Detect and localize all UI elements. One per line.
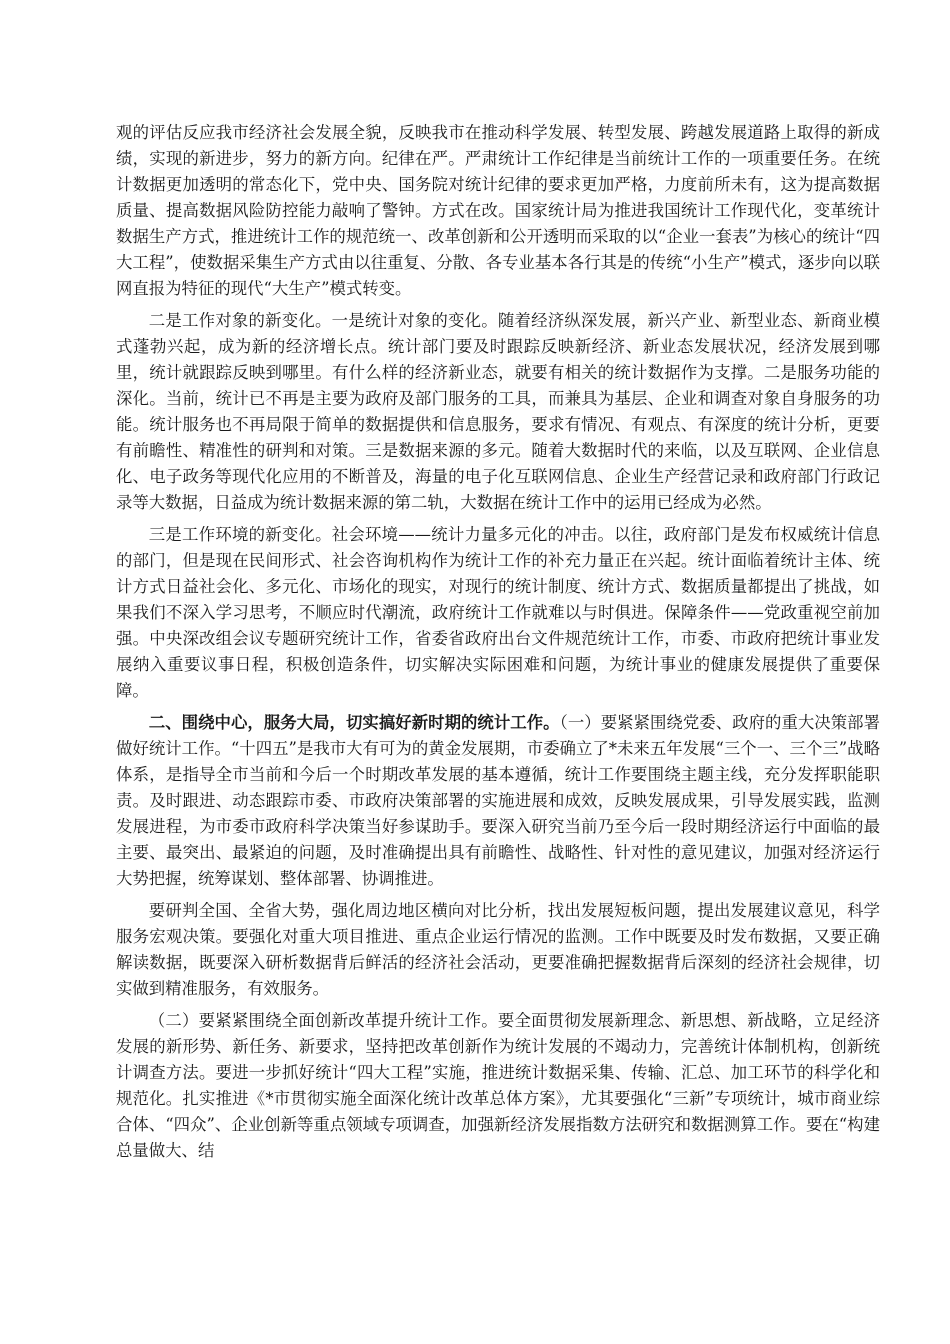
paragraph-4: [116, 710, 880, 892]
paragraph-3: 三是工作环境的新变化。社会环境——统计力量多元化的冲击。以往，政府部门是发布权威统计信息的部门，但是现在民间形式、社会咨询机构作为统计工作的补充力量正在兴起。统计面临着统计主体、统计方式日益社会化、多元化、市场化的现实，对现行的统计制度、统计方式、数据质量都提出了挑战，如果我们不深入学习思考，不顺应时代潮流，政府统计工作就难以与时俱进。保障条件——党政重视空前加强。中央深改组会议专题研究统计工作，省委省政府出台文件规范统计工作，市委、市政府把统计事业发展纳入重要议事日程，积极创造条件，切实解决实际困难和问题，为统计事业的健康发展提供了重要保障。: [116, 525, 880, 700]
paragraph-1: 观的评估反应我市经济社会发展全貌，反映我市在推动科学发展、转型发展、跨越发展道路上取得的新成绩，实现的新进步，努力的新方向。纪律在严。严肃统计工作纪律是当前统计工作的一项重要任务。在统计数据更加透明的常态化下，党中央、国务院对统计纪律的要求更加严格，力度前所未有，这为提高数据质量、提高数据风险防控能力敲响了警钟。方式在改。国家统计局为推进我国统计工作现代化，变革统计数据生产方式，推进统计工作的规范统一、改革创新和公开透明而采取的以“企业一套表”为核心的统计“四大工程”，使数据采集生产方式由以往重复、分散、各专业基本各行其是的传统“小生产”模式，逐步向以联网直报为特征的现代“大生产”模式转变。: [116, 123, 880, 298]
paragraph-6: （二）要紧紧围绕全面创新改革提升统计工作。要全面贯彻发展新理念、新思想、新战略，立足经济发展的新形势、新任务、新要求，坚持把改革创新作为统计发展的不竭动力，完善统计体制机构，创新统计调查方法。要进一步抓好统计“四大工程”实施，推进统计数据采集、传输、汇总、加工环节的科学化和规范化。扎实推进《*市贯彻实施全面深化统计改革总体方案》，尤其要强化“三新”专项统计，城市商业综合体、“四众”、企业创新等重点领域专项调查，加强新经济发展指数方法研究和数据测算工作。要在“构建总量做大、结: [116, 1011, 880, 1160]
document-body: [116, 120, 880, 1170]
paragraph-4-text: （一）要紧紧围绕党委、政府的重大决策部署做好统计工作。“十四五”是我市大有可为的黄金发展期，市委确立了*未来五年发展“三个一、三个三”战略体系，是指导全市当前和今后一个时期改革发展的基本遵循，统计工作要围绕主题主线，充分发挥职能职责。及时跟进、动态跟踪市委、市政府决策部署的实施进展和成效，反映发展成果，引导发展实践，监测发展进程，为市委市政府科学决策当好参谋助手。要深入研究当前乃至今后一段时期经济运行中面临的最主要、最突出、最紧迫的问题，及时准确提出具有前瞻性、战略性、针对性的意见建议，加强对经济运行大势把握，统筹谋划、整体部署、协调推进。: [116, 713, 880, 888]
section-heading: 二、围绕中心，服务大局，切实搞好新时期的统计工作。: [148, 713, 560, 732]
paragraph-5: 要研判全国、全省大势，强化周边地区横向对比分析，找出发展短板问题，提出发展建议意见，科学服务宏观决策。要强化对重大项目推进、重点企业运行情况的监测。工作中既要及时发布数据，又要正确解读数据，既要深入研析数据背后鲜活的经济社会活动，更要准确把握数据背后深刻的经济社会规律，切实做到精准服务，有效服务。: [116, 901, 880, 998]
paragraph-2: 二是工作对象的新变化。一是统计对象的变化。随着经济纵深发展，新兴产业、新型业态、新商业模式蓬勃兴起，成为新的经济增长点。统计部门要及时跟踪反映新经济、新业态发展状况，经济发展到哪里，统计就跟踪反映到哪里。有什么样的经济新业态，就要有相关的统计数据作为支撑。二是服务功能的深化。当前，统计已不再是主要为政府及部门服务的工具，而兼具为基层、企业和调查对象自身服务的功能。统计服务也不再局限于简单的数据提供和信息服务，要求有情况、有观点、有深度的统计分析，更要有前瞻性、精准性的研判和对策。三是数据来源的多元。随着大数据时代的来临，以及互联网、企业信息化、电子政务等现代化应用的不断普及，海量的电子化互联网信息、企业生产经营记录和政府部门行政记录等大数据，日益成为统计数据来源的第二轨，大数据在统计工作中的运用已经成为必然。: [116, 311, 880, 512]
